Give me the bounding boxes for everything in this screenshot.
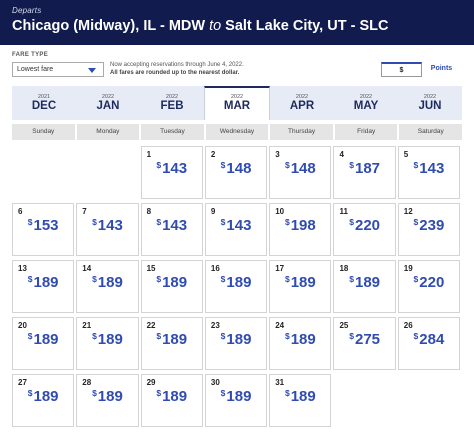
currency-symbol: $ [284,160,290,170]
tab-month-jun[interactable] [398,86,462,120]
day-cell-31[interactable] [269,374,331,427]
day-number: 26 [403,321,413,330]
weekday-saturday: Saturday [399,124,462,140]
fare-amount: 189 [226,274,252,291]
day-fare-price [399,160,459,177]
month-year: 2022 [359,94,373,100]
fare-amount: 239 [419,217,445,234]
fare-amount: 153 [33,217,59,234]
currency-symbol: $ [156,331,162,341]
notice-line-1: Now accepting reservations through June 4, 2022. [110,62,244,68]
day-cell-17[interactable] [269,260,331,313]
fare-type-select[interactable] [12,62,104,77]
day-cell-28[interactable] [76,374,138,427]
to-label: to [209,18,222,34]
day-fare-price [270,217,330,234]
currency-symbol: $ [349,160,354,170]
day-fare-price [399,217,459,234]
day-number: 16 [210,264,220,273]
day-cell-26[interactable] [398,317,460,370]
fare-amount: 220 [354,217,381,234]
day-fare-price [77,388,137,405]
currency-symbol: $ [413,217,419,227]
day-number: 8 [146,207,152,216]
currency-symbol: $ [220,331,226,341]
fare-amount: 275 [354,331,381,348]
fare-amount: 189 [33,331,59,348]
currency-symbol: $ [349,331,354,341]
day-number: 6 [18,207,23,216]
day-number: 5 [403,150,409,159]
reservation-notice [110,61,244,77]
fare-amount: 189 [226,388,252,405]
currency-symbol: $ [413,274,419,284]
month-name: FEB [160,100,184,112]
tab-month-apr[interactable] [270,86,334,120]
origin-city: Chicago (Midway), IL - MDW [12,18,206,34]
day-fare-price [334,160,394,177]
day-fare-price [206,274,266,291]
fare-amount: 189 [97,388,123,405]
fare-amount: 148 [290,160,316,177]
day-fare-price [13,388,73,405]
fare-type-label: FARE TYPE [12,52,49,58]
day-cell-11[interactable] [333,203,395,256]
day-cell-16[interactable] [205,260,267,313]
day-fare-price [270,331,330,348]
day-number: 28 [82,378,92,387]
month-year: 2021 [37,94,51,100]
tab-month-jan[interactable] [76,86,140,120]
day-fare-price [334,274,394,291]
day-cell-1[interactable] [141,146,203,199]
day-cell-2[interactable] [205,146,267,199]
fare-amount: 143 [97,217,123,234]
day-fare-price [399,274,459,291]
day-cell-24[interactable] [269,317,331,370]
day-cell-18[interactable] [333,260,395,313]
day-number: 11 [339,207,348,216]
day-cell-30[interactable] [205,374,267,427]
day-number: 21 [82,321,92,330]
day-number: 1 [146,150,152,159]
day-fare-price [77,217,137,234]
month-name: JAN [96,100,120,112]
fare-amount: 143 [419,160,445,177]
day-fare-price [270,160,330,177]
day-number: 9 [210,207,216,216]
currency-symbol: $ [413,331,419,341]
day-fare-price [206,160,266,177]
day-number: 2 [210,150,216,159]
fare-amount: 198 [290,217,316,234]
fare-amount: 148 [226,160,252,177]
fare-amount: 143 [162,160,188,177]
currency-symbol: $ [413,160,419,170]
day-number: 31 [275,378,285,387]
day-cell-25[interactable] [333,317,395,370]
day-cell-9[interactable] [205,203,267,256]
currency-symbol: $ [220,388,226,398]
month-name: APR [289,100,315,112]
fare-amount: 189 [33,388,59,405]
fare-amount: 189 [290,331,316,348]
day-fare-price [77,274,137,291]
currency-symbol: $ [92,274,97,284]
fare-amount: 189 [290,388,316,405]
fare-amount: 189 [162,388,188,405]
day-number: 22 [146,321,156,330]
month-name: JUN [418,100,442,112]
fare-amount: 189 [162,331,188,348]
month-year: 2022 [101,94,115,100]
month-name: MAR [223,100,251,112]
month-tabs [12,86,462,120]
day-cell-12[interactable] [398,203,460,256]
fare-amount: 189 [354,274,381,291]
day-cell-27[interactable] [12,374,74,427]
month-year: 2022 [295,94,309,100]
day-number: 7 [82,207,87,216]
day-fare-price [142,160,202,177]
day-number: 29 [146,378,156,387]
day-fare-price [206,331,266,348]
price-unit-toggle [381,62,461,77]
day-fare-price [270,274,330,291]
day-number: 25 [339,321,349,330]
day-number: 10 [275,207,285,216]
day-number: 30 [210,378,220,387]
day-cell-22[interactable] [141,317,203,370]
fare-calendar-grid [12,146,462,427]
day-fare-price [142,388,202,405]
currency-symbol: $ [156,160,162,170]
dollars-toggle-button[interactable]: $ [381,62,422,77]
fare-amount: 187 [354,160,381,177]
month-year: 2022 [423,94,437,100]
fare-amount: 189 [97,274,123,291]
currency-symbol: $ [284,331,290,341]
day-number: 3 [275,150,280,159]
day-number: 4 [339,150,344,159]
day-cell-5[interactable] [398,146,460,199]
weekday-sunday: Sunday [12,124,75,140]
weekday-thursday: Thursday [270,124,333,140]
currency-symbol: $ [349,274,354,284]
day-cell-29[interactable] [141,374,203,427]
day-fare-price [142,331,202,348]
route-header [0,0,474,45]
currency-symbol: $ [284,388,290,398]
currency-symbol: $ [27,217,33,227]
fare-amount: 220 [419,274,445,291]
day-cell-4[interactable] [333,146,395,199]
currency-symbol: $ [27,388,33,398]
day-number: 12 [403,207,413,216]
day-number: 13 [18,264,27,273]
month-year: 2022 [165,94,179,100]
day-number: 23 [210,321,220,330]
currency-symbol: $ [156,274,162,284]
fare-type-value: Lowest fare [17,66,54,73]
day-fare-price [142,217,202,234]
day-number: 20 [18,321,27,330]
fare-amount: 143 [162,217,188,234]
currency-symbol: $ [284,274,290,284]
month-year: 2022 [230,94,244,100]
day-fare-price [142,274,202,291]
day-cell-14[interactable] [76,260,138,313]
day-fare-price [334,217,394,234]
day-fare-price [13,331,73,348]
currency-symbol: $ [92,331,97,341]
day-cell-15[interactable] [141,260,203,313]
day-cell-20[interactable] [12,317,74,370]
fare-amount: 143 [226,217,252,234]
points-toggle-button[interactable]: Points [430,65,453,72]
fare-amount: 189 [97,331,123,348]
day-number: 27 [18,378,27,387]
currency-symbol: $ [92,217,97,227]
weekday-header [12,124,462,140]
currency-symbol: $ [27,331,33,341]
currency-symbol: $ [92,388,97,398]
tab-month-feb[interactable] [140,86,204,120]
tab-month-mar[interactable] [204,86,270,120]
day-number: 17 [275,264,285,273]
fare-amount: 284 [419,331,445,348]
departs-label: Departs [12,6,42,15]
currency-symbol: $ [349,217,354,227]
day-cell-8[interactable] [141,203,203,256]
day-cell-10[interactable] [269,203,331,256]
currency-symbol: $ [156,217,162,227]
empty-day-cell [76,146,138,199]
route-title [12,18,474,34]
day-number: 14 [82,264,92,273]
weekday-friday: Friday [335,124,398,140]
day-number: 15 [146,264,156,273]
day-fare-price [77,331,137,348]
tab-month-dec[interactable] [12,86,76,120]
empty-day-cell [12,146,74,199]
currency-symbol: $ [220,217,226,227]
currency-symbol: $ [284,217,290,227]
day-fare-price [13,217,73,234]
weekday-monday: Monday [77,124,140,140]
day-number: 18 [339,264,349,273]
day-fare-price [334,331,394,348]
day-number: 19 [403,264,413,273]
currency-symbol: $ [156,388,162,398]
chevron-down-icon [88,68,96,73]
day-cell-21[interactable] [76,317,138,370]
fare-amount: 189 [290,274,316,291]
currency-symbol: $ [27,274,33,284]
day-fare-price [206,217,266,234]
fare-amount: 189 [162,274,188,291]
destination-city: Salt Lake City, UT - SLC [225,18,389,34]
day-fare-price [270,388,330,405]
fare-amount: 189 [226,331,252,348]
weekday-wednesday: Wednesday [206,124,269,140]
day-cell-13[interactable] [12,260,74,313]
weekday-tuesday: Tuesday [141,124,204,140]
month-name: DEC [31,100,57,112]
currency-symbol: $ [220,274,226,284]
day-number: 24 [275,321,285,330]
day-fare-price [13,274,73,291]
fare-amount: 189 [33,274,59,291]
day-fare-price [399,331,459,348]
day-cell-6[interactable] [12,203,74,256]
day-cell-19[interactable] [398,260,460,313]
tab-month-may[interactable] [334,86,398,120]
day-cell-23[interactable] [205,317,267,370]
notice-line-2: All fares are rounded up to the nearest dollar. [110,70,240,76]
day-cell-3[interactable] [269,146,331,199]
currency-symbol: $ [220,160,226,170]
day-fare-price [206,388,266,405]
day-cell-7[interactable] [76,203,138,256]
month-name: MAY [353,100,379,112]
